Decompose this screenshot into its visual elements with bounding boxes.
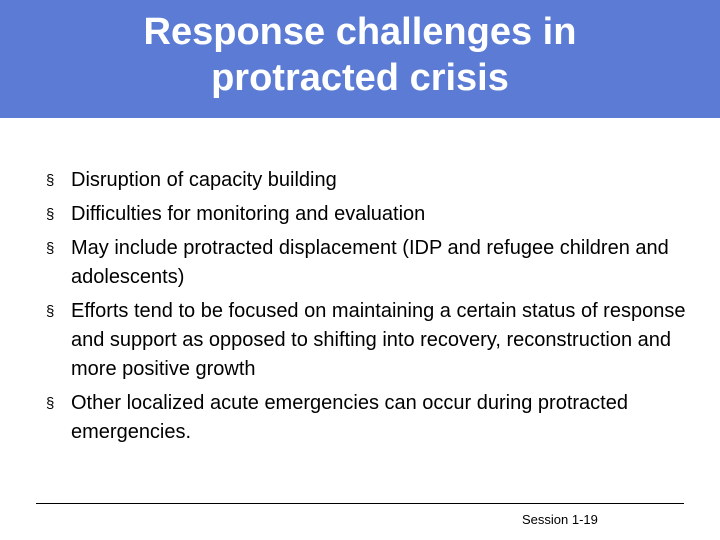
- bullet-text: Difficulties for monitoring and evaluation: [71, 203, 426, 225]
- bullet-marker-icon: §: [46, 240, 55, 257]
- bullet-marker-icon: §: [46, 395, 55, 412]
- bullet-item: [46, 166, 686, 195]
- bullet-item: [46, 234, 686, 292]
- bullet-marker-icon: §: [46, 303, 55, 320]
- bullet-text: Other localized acute emergencies can occur during protracted emergencies.: [71, 392, 628, 443]
- bullet-marker-icon: §: [46, 206, 55, 223]
- footer-session-label: Session 1-19: [522, 512, 598, 527]
- bullet-item: [46, 297, 686, 384]
- bullet-item: [46, 389, 686, 447]
- bullet-marker-icon: §: [46, 172, 55, 189]
- bullet-list: [46, 166, 686, 452]
- bullet-item: [46, 200, 686, 229]
- bullet-text: Disruption of capacity building: [71, 169, 337, 191]
- bullet-text: Efforts tend to be focused on maintaining a certain status of response and support as opposed to shifting into recovery, reconstruction and more positive growth: [71, 300, 686, 380]
- slide-title: Response challenges in protracted crisis: [143, 11, 577, 99]
- bullet-text: May include protracted displacement (IDP and refugee children and adolescents): [71, 237, 669, 288]
- footer-divider: [36, 503, 684, 504]
- title-banner: [0, 0, 720, 118]
